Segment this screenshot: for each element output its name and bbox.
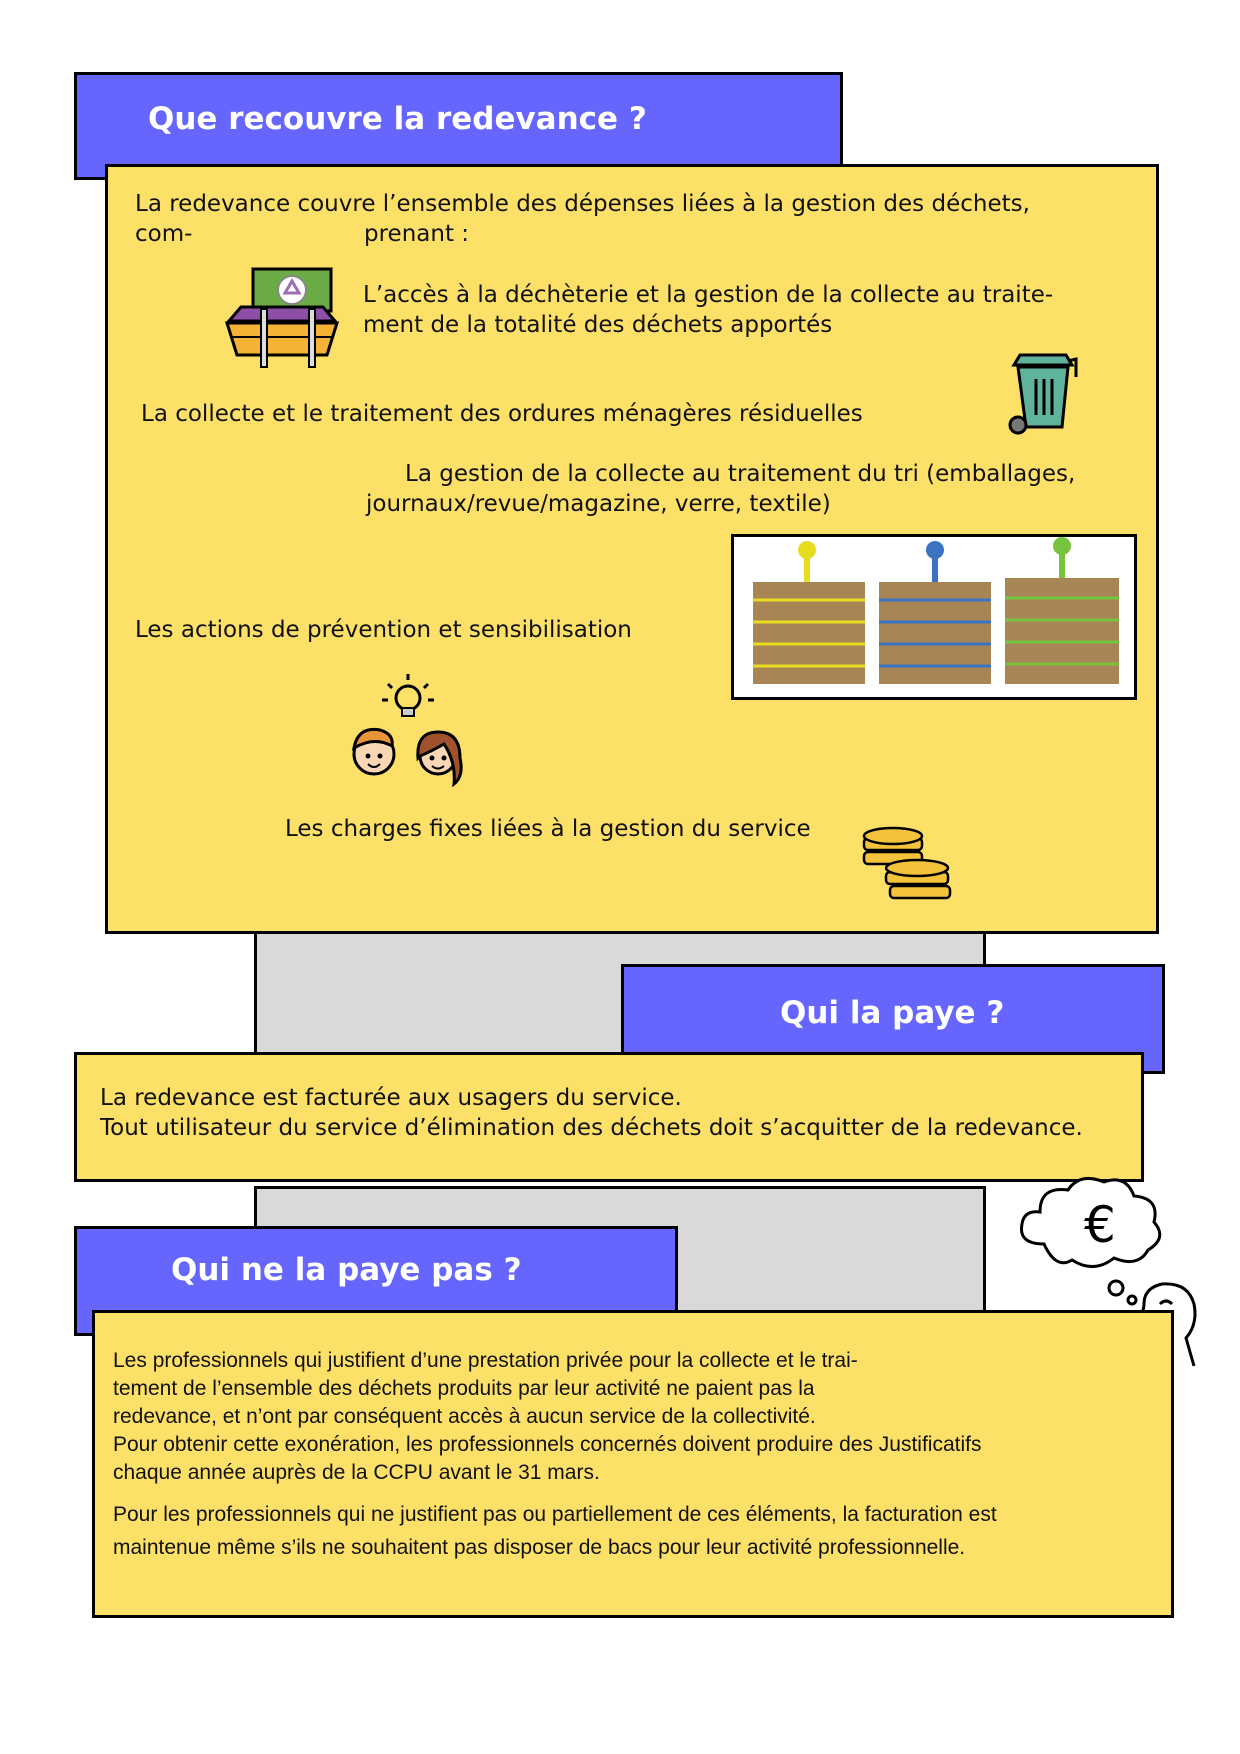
item4: Les actions de prévention et sensibilisation	[135, 617, 632, 643]
euro-symbol: €	[1084, 1196, 1116, 1254]
item5: Les charges fixes liées à la gestion du service	[285, 816, 811, 842]
section3-p1-line4: Pour obtenir cette exonération, les professionnels concernés doivent produire des Justificatifs	[113, 1433, 982, 1456]
section3-panel	[92, 1310, 1174, 1618]
section2-line2: Tout utilisateur du service d’élimination des déchets doit s’acquitter de la redevance.	[100, 1115, 1083, 1141]
section2-panel	[74, 1052, 1144, 1182]
section3-p1-line5: chaque année auprès de la CCPU avant le 31 mars.	[113, 1461, 600, 1484]
recycling-container-icon	[223, 265, 341, 369]
section2-line1: La redevance est facturée aux usagers du service.	[100, 1085, 682, 1111]
section2-title: Qui la paye ?	[780, 995, 1005, 1031]
item2: La collecte et le traitement des ordures ménagères résiduelles	[141, 401, 863, 427]
section3-p1-line2: tement de l’ensemble des déchets produits par leur activité ne paient pas la	[113, 1377, 815, 1400]
coins-icon	[860, 822, 960, 902]
section1-title: Que recouvre la redevance ?	[148, 101, 647, 137]
section1-panel	[105, 164, 1159, 934]
people-idea-icon	[344, 672, 470, 790]
intro-line2b: prenant :	[364, 221, 470, 247]
section3-title: Qui ne la paye pas ?	[171, 1252, 522, 1288]
intro-line1: La redevance couvre l’ensemble des dépenses liées à la gestion des déchets,	[135, 191, 1030, 217]
intro-line2a: com-	[135, 221, 193, 247]
compost-bins-icon	[731, 534, 1137, 700]
section3-p1-line3: redevance, et n’ont par conséquent accès à aucun service de la collectivité.	[113, 1405, 816, 1428]
item3-line1: La gestion de la collecte au traitement du tri (emballages,	[405, 461, 1076, 487]
item1-line2: ment de la totalité des déchets apportés	[363, 312, 833, 338]
item1-line1: L’accès à la déchèterie et la gestion de la collecte au traite-	[363, 282, 1054, 308]
section3-p2-line2: maintenue même s’ils ne souhaitent pas disposer de bacs pour leur activité professionnelle.	[113, 1536, 966, 1559]
item3-line2: journaux/revue/magazine, verre, textile)	[366, 491, 831, 517]
trash-bin-icon	[1006, 347, 1082, 439]
section3-p1-line1: Les professionnels qui justifient d’une prestation privée pour la collecte et le trai-	[113, 1349, 858, 1372]
section3-p2-line1: Pour les professionnels qui ne justifient pas ou partiellement de ces éléments, la facturation est	[113, 1503, 997, 1526]
